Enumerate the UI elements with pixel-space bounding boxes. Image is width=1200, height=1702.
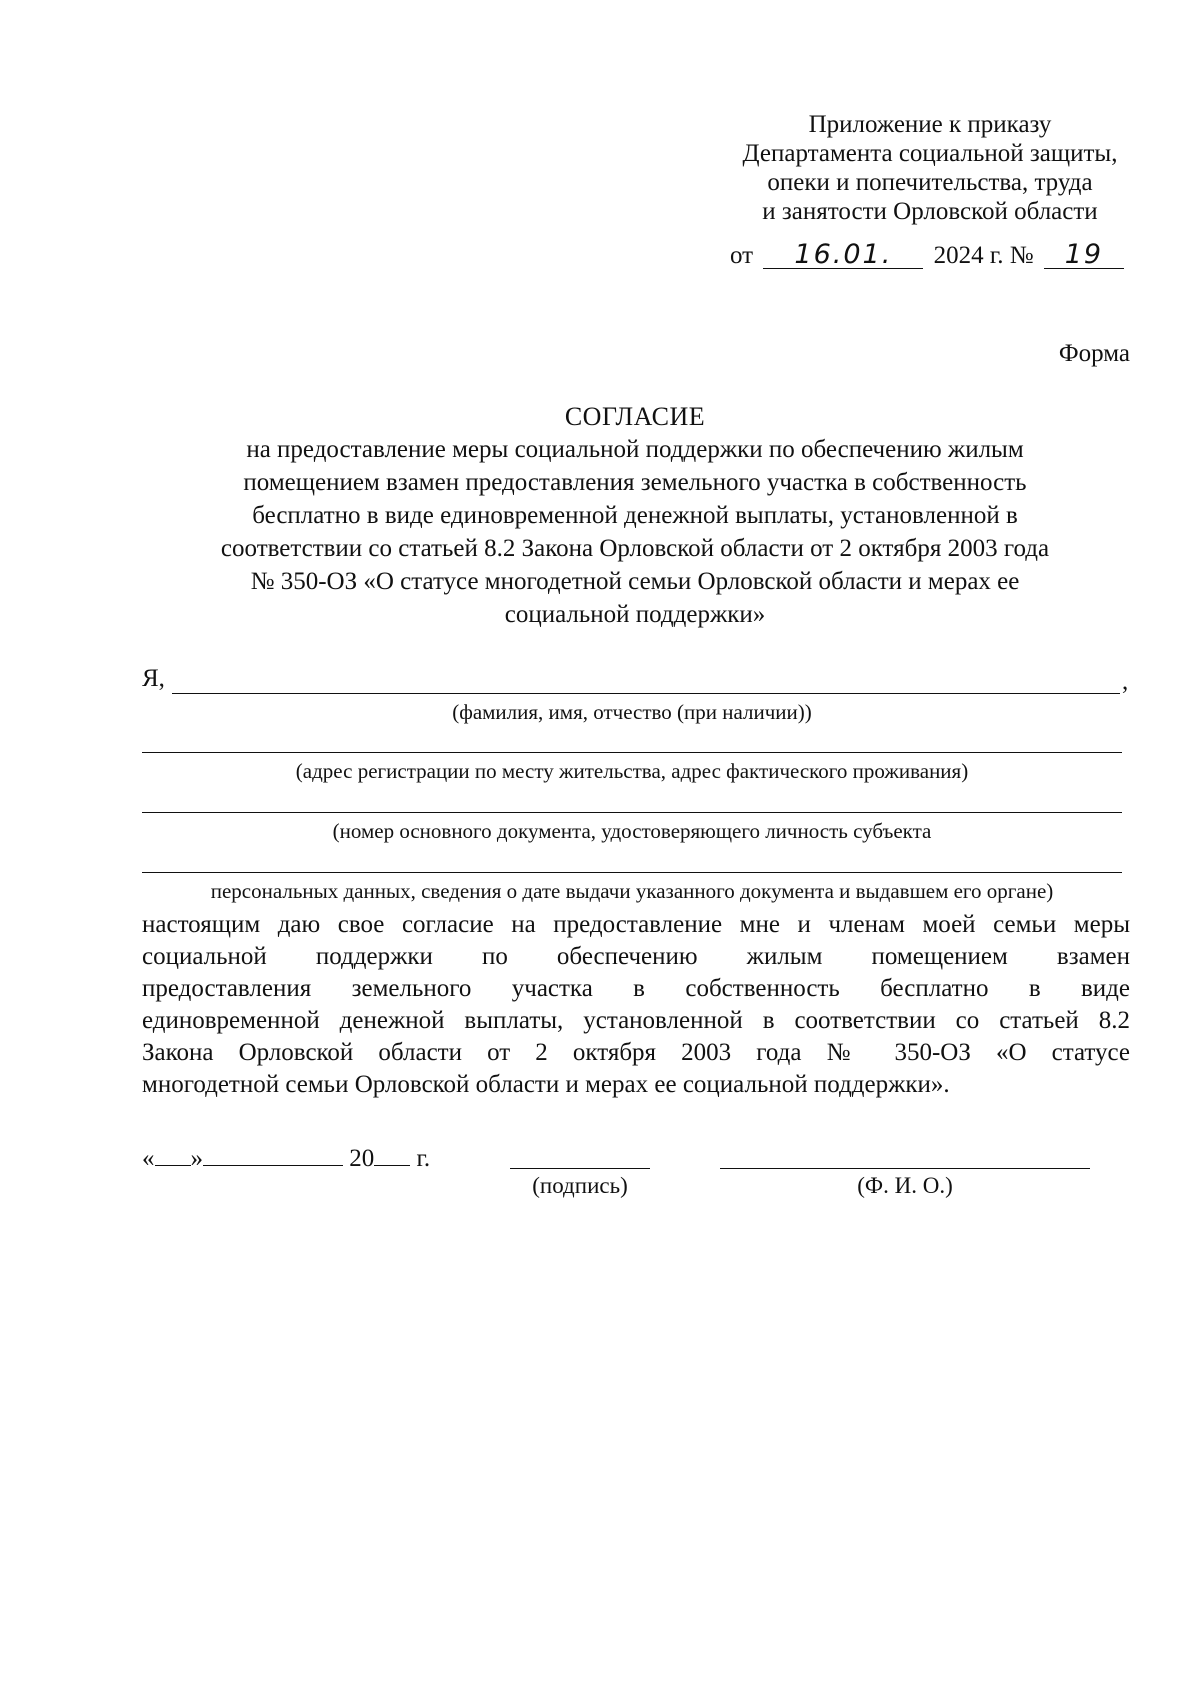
name-comma: , — [1122, 668, 1129, 695]
document-caption-1: (номер основного документа, удостоверяющего личность субъекта — [332, 819, 932, 843]
month-blank[interactable] — [203, 1145, 343, 1166]
day-blank[interactable] — [155, 1145, 191, 1166]
signature-fill-line[interactable] — [510, 1168, 650, 1169]
body-line: настоящим даю свое согласие на предоставление мне и членам моей семьи меры — [142, 911, 1130, 938]
title-heading: СОГЛАСИЕ — [564, 402, 706, 431]
title-line: на предоставление меры социальной поддержки по обеспечению жилым — [246, 436, 1024, 463]
body-line: социальной поддержки по обеспечению жилым помещением взамен — [142, 943, 1130, 970]
title-line: № 350-ОЗ «О статусе многодетной семьи Орловской области и мерах ее — [250, 568, 1020, 595]
handwritten-number: 19 — [1044, 242, 1124, 269]
title-line: социальной поддержки» — [504, 601, 766, 628]
document-caption-2: персональных данных, сведения о дате выдачи указанного документа и выдавшем его органе) — [210, 879, 1054, 903]
document-fill-line-2[interactable] — [142, 872, 1122, 873]
year-number-label: 2024 г. № — [933, 242, 1034, 269]
title-line: помещением взамен предоставления земельного участка в собственность — [243, 469, 1027, 496]
appendix-line-4: и занятости Орловской области — [762, 198, 1098, 225]
close-quote: » — [190, 1145, 203, 1172]
appendix-line-2: Департамента социальной защиты, — [742, 140, 1118, 167]
appendix-line-1: Приложение к приказу — [808, 111, 1052, 138]
i-prefix: Я, — [142, 665, 165, 692]
body-line: предоставления земельного участка в собственность бесплатно в виде — [142, 975, 1130, 1002]
open-quote: « — [142, 1145, 155, 1172]
signature-caption: (подпись) — [532, 1173, 628, 1198]
from-label: от — [730, 242, 754, 269]
body-line: многодетной семьи Орловской области и мерах ее социальной поддержки». — [142, 1071, 950, 1098]
address-caption: (адрес регистрации по месту жительства, адрес фактического проживания) — [295, 759, 969, 783]
address-fill-line[interactable] — [142, 752, 1122, 753]
document-fill-line-1[interactable] — [142, 812, 1122, 813]
year-suffix: г. — [416, 1145, 431, 1172]
appendix-line-3: опеки и попечительства, труда — [767, 169, 1093, 196]
name-fill-line[interactable] — [172, 693, 1120, 694]
consent-body — [142, 909, 1130, 1101]
title-line: соответствии со статьей 8.2 Закона Орловской области от 2 октября 2003 года — [220, 535, 1050, 562]
handwritten-date: 16.01. — [763, 242, 923, 269]
century-label: 20 — [349, 1145, 375, 1172]
form-label: Форма — [1058, 340, 1130, 367]
title-line: бесплатно в виде единовременной денежной выплаты, установленной в — [252, 502, 1018, 529]
body-line: Закона Орловской области от 2 октября 2003 года № 350-ОЗ «О статусе — [142, 1039, 1130, 1066]
fio-fill-line[interactable] — [720, 1168, 1090, 1169]
year-blank[interactable] — [374, 1145, 410, 1166]
name-caption: (фамилия, имя, отчество (при наличии)) — [452, 700, 812, 724]
appendix-header — [700, 110, 1160, 226]
order-date-number — [730, 239, 1124, 270]
fio-caption: (Ф. И. О.) — [857, 1173, 953, 1198]
date-field — [142, 1145, 430, 1173]
document-title — [140, 400, 1130, 631]
body-line: единовременной денежной выплаты, установленной в соответствии со статьей 8.2 — [142, 1007, 1130, 1034]
